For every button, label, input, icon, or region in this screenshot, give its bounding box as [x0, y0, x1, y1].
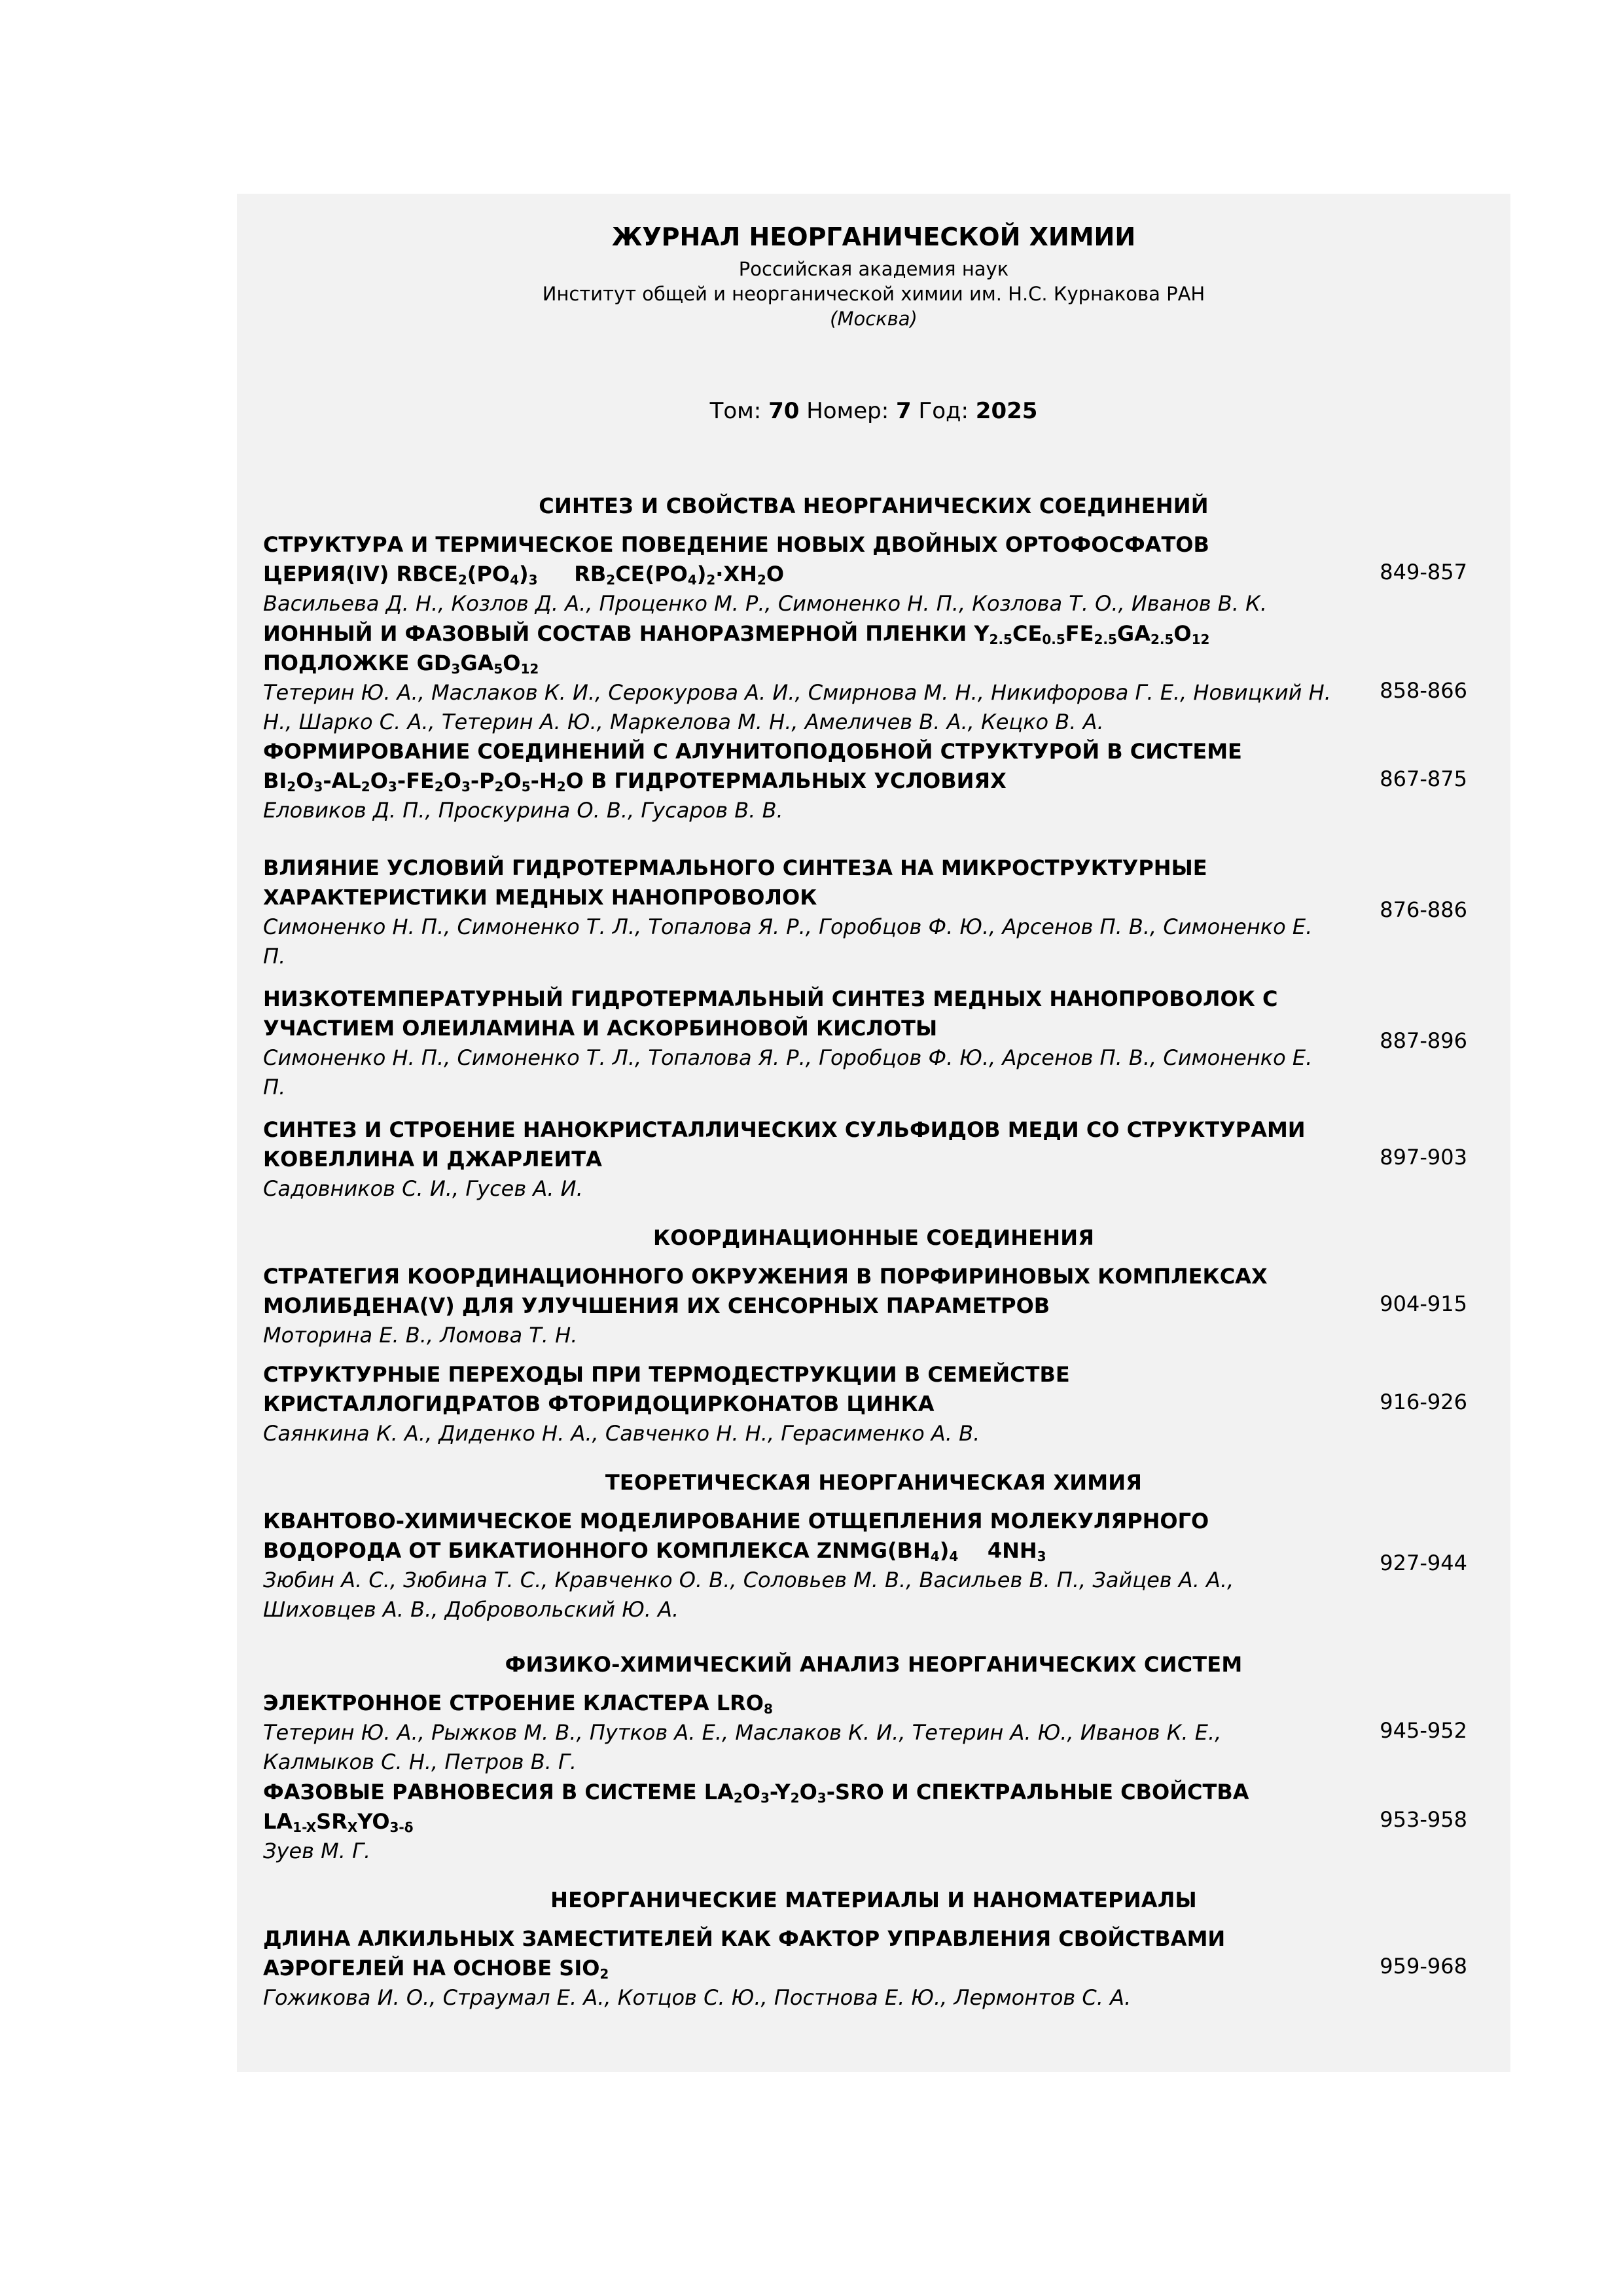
article-authors: Симоненко Н. П., Симоненко Т. Л., Топалова Я. Р., Горобцов Ф. Ю., Арсенов П. В., Симоненко Е. П. — [263, 914, 1313, 969]
year-label: Год: — [918, 398, 969, 424]
volume-value: 70 — [768, 398, 800, 424]
article-pages: 945-952 — [1380, 1718, 1467, 1743]
article-entry[interactable] — [263, 1924, 1493, 2013]
section-title: СИНТЕЗ И СВОЙСТВА НЕОРГАНИЧЕСКИХ СОЕДИНЕНИЙ — [539, 493, 1209, 518]
article-entry[interactable] — [263, 1262, 1493, 1350]
article-entry[interactable] — [263, 1507, 1493, 1624]
journal-institute: Институт общей и неорганической химии им. Н.С. Курнакова РАН — [542, 283, 1205, 305]
article-title[interactable]: ФОРМИРОВАНИЕ СОЕДИНЕНИЙ С АЛУНИТОПОДОБНОЙ СТРУКТУРОЙ В СИСТЕМЕ $BI_2O_3-AL_2O_3-FE_2O_3-P_2O_5-H_2O$ В ГИДРОТЕРМАЛЬНЫХ УСЛОВИЯХ — [263, 739, 1242, 795]
article-authors: Васильева Д. Н., Козлов Д. А., Проценко М. Р., Симоненко Н. П., Козлова Т. О., Иванов В. К. — [263, 591, 1267, 616]
article-title[interactable]: СТРУКТУРНЫЕ ПЕРЕХОДЫ ПРИ ТЕРМОДЕСТРУКЦИИ В СЕМЕЙСТВЕ КРИСТАЛЛОГИДРАТОВ ФТОРИДОЦИРКОНАТОВ ЦИНКА — [263, 1362, 1070, 1416]
journal-city: (Москва) — [830, 308, 918, 330]
article-title[interactable]: ВЛИЯНИЕ УСЛОВИЙ ГИДРОТЕРМАЛЬНОГО СИНТЕЗА НА МИКРОСТРУКТУРНЫЕ ХАРАКТЕРИСТИКИ МЕДНЫХ НАНОПРОВОЛОК — [263, 855, 1207, 910]
article-authors: Еловиков Д. П., Проскурина О. В., Гусаров В. В. — [263, 798, 783, 823]
article-pages: 904-915 — [1380, 1291, 1467, 1316]
article-title[interactable]: СТРУКТУРА И ТЕРМИЧЕСКОЕ ПОВЕДЕНИЕ НОВЫХ ДВОЙНЫХ ОРТОФОСФАТОВ ЦЕРИЯ(IV) $RBCE_2(PO_4)_3$ $RB_2CE(PO_4)_2\cdot XH_2O$ — [263, 532, 1209, 588]
article-title[interactable]: ФАЗОВЫЕ РАВНОВЕСИЯ В СИСТЕМЕ $LA_2O_3-Y_2O_3$-SRO И СПЕКТРАЛЬНЫЕ СВОЙСТВА $LA_{1-X}SR_XYO_{3-\delta}$ — [263, 1780, 1249, 1835]
number-label: Номер: — [806, 398, 889, 424]
journal-title: ЖУРНАЛ НЕОРГАНИЧЕСКОЙ ХИМИИ — [611, 223, 1136, 251]
article-authors: Зуев М. Г. — [263, 1839, 371, 1863]
article-pages: 849-857 — [1380, 560, 1467, 584]
article-pages: 876-886 — [1380, 897, 1467, 922]
year-value: 2025 — [975, 398, 1038, 424]
article-authors: Зюбин А. С., Зюбина Т. С., Кравченко О. В., Соловьев М. В., Васильев В. П., Зайцев А. А., Шиховцев А. В., Добровольский Ю. А. — [263, 1568, 1234, 1622]
article-pages: 887-896 — [1380, 1028, 1467, 1053]
article-pages: 897-903 — [1380, 1145, 1467, 1170]
article-authors: Садовников С. И., Гусев А. И. — [263, 1176, 583, 1201]
article-pages: 959-968 — [1380, 1954, 1467, 1979]
article-title[interactable]: КВАНТОВО-ХИМИЧЕСКОЕ МОДЕЛИРОВАНИЕ ОТЩЕПЛЕНИЯ МОЛЕКУЛЯРНОГО ВОДОРОДА ОТ БИКАТИОННОГО КОМПЛЕКСА $ZNMG(BH_4)_4$ $4NH_3$ — [263, 1509, 1209, 1564]
article-authors: Тетерин Ю. А., Маслаков К. И., Серокурова А. И., Смирнова М. Н., Никифорова Г. Е., Новицкий Н. Н., Шарко С. А., Тетерин А. Ю., Маркелова М. Н., Амеличев В. А., Кецко В. А. — [263, 680, 1331, 734]
article-entry[interactable] — [263, 1689, 1493, 1777]
article-entry[interactable] — [263, 1360, 1493, 1448]
number-value: 7 — [896, 398, 912, 424]
article-pages: 953-958 — [1380, 1807, 1467, 1832]
article-pages: 927-944 — [1380, 1551, 1467, 1575]
article-entry[interactable] — [263, 1778, 1493, 1866]
article-pages: 916-926 — [1380, 1390, 1467, 1414]
article-title[interactable]: НИЗКОТЕМПЕРАТУРНЫЙ ГИДРОТЕРМАЛЬНЫЙ СИНТЕЗ МЕДНЫХ НАНОПРОВОЛОК С УЧАСТИЕМ ОЛЕИЛАМИНА И АСКОРБИНОВОЙ КИСЛОТЫ — [263, 986, 1278, 1041]
article-title[interactable]: ДЛИНА АЛКИЛЬНЫХ ЗАМЕСТИТЕЛЕЙ КАК ФАКТОР УПРАВЛЕНИЯ СВОЙСТВАМИ АЭРОГЕЛЕЙ НА ОСНОВЕ $SIO_2$ — [263, 1926, 1226, 1982]
article-entry[interactable] — [263, 1115, 1493, 1204]
article-authors: Саянкина К. А., Диденко Н. А., Савченко Н. Н., Герасименко А. В. — [263, 1421, 980, 1446]
section-title: НЕОРГАНИЧЕСКИЕ МАТЕРИАЛЫ И НАНОМАТЕРИАЛЫ — [550, 1888, 1197, 1912]
article-authors: Тетерин Ю. А., Рыжков М. В., Путков А. Е., Маслаков К. И., Тетерин А. Ю., Иванов К. Е., Калмыков С. Н., Петров В. Г. — [263, 1720, 1222, 1774]
article-entry[interactable] — [263, 530, 1493, 619]
article-entry[interactable] — [263, 984, 1493, 1102]
section-title: КООРДИНАЦИОННЫЕ СОЕДИНЕНИЯ — [652, 1225, 1095, 1250]
article-title[interactable]: СТРАТЕГИЯ КООРДИНАЦИОННОГО ОКРУЖЕНИЯ В ПОРФИРИНОВЫХ КОМПЛЕКСАХ МОЛИБДЕНА(V) ДЛЯ УЛУЧШЕНИЯ ИХ СЕНСОРНЫХ ПАРАМЕТРОВ — [263, 1264, 1268, 1318]
article-title[interactable]: СИНТЕЗ И СТРОЕНИЕ НАНОКРИСТАЛЛИЧЕСКИХ СУЛЬФИДОВ МЕДИ СО СТРУКТУРАМИ КОВЕЛЛИНА И ДЖАРЛЕИТА — [263, 1117, 1306, 1172]
article-title[interactable]: ИОННЫЙ И ФАЗОВЫЙ СОСТАВ НАНОРАЗМЕРНОЙ ПЛЕНКИ $Y_{2.5}CE_{0.5}FE_{2.5}GA_{2.5}O_{12}$ ПОДЛОЖКЕ $GD_3GA_5O_{12}$ — [263, 621, 1210, 677]
article-pages: 867-875 — [1380, 766, 1467, 791]
issue-info — [237, 398, 1510, 424]
article-authors: Моторина Е. В., Ломова Т. Н. — [263, 1323, 578, 1348]
article-entry[interactable] — [263, 619, 1493, 737]
document-panel — [237, 194, 1510, 2072]
article-authors: Симоненко Н. П., Симоненко Т. Л., Топалова Я. Р., Горобцов Ф. Ю., Арсенов П. В., Симоненко Е. П. — [263, 1045, 1313, 1100]
article-pages: 858-866 — [1380, 678, 1467, 703]
section-title: ТЕОРЕТИЧЕСКАЯ НЕОРГАНИЧЕСКАЯ ХИМИЯ — [605, 1470, 1143, 1495]
article-entry[interactable] — [263, 853, 1493, 971]
journal-organization: Российская академия наук — [738, 258, 1009, 280]
article-authors: Гожикова И. О., Страумал Е. А., Котцов С. Ю., Постнова Е. Ю., Лермонтов С. А. — [263, 1985, 1132, 2010]
section-title: ФИЗИКО-ХИМИЧЕСКИЙ АНАЛИЗ НЕОРГАНИЧЕСКИХ СИСТЕМ — [505, 1652, 1243, 1677]
volume-label: Том: — [709, 398, 762, 424]
article-entry[interactable] — [263, 737, 1493, 825]
article-title[interactable]: ЭЛЕКТРОННОЕ СТРОЕНИЕ КЛАСТЕРА $LRO_8$ — [263, 1691, 773, 1717]
